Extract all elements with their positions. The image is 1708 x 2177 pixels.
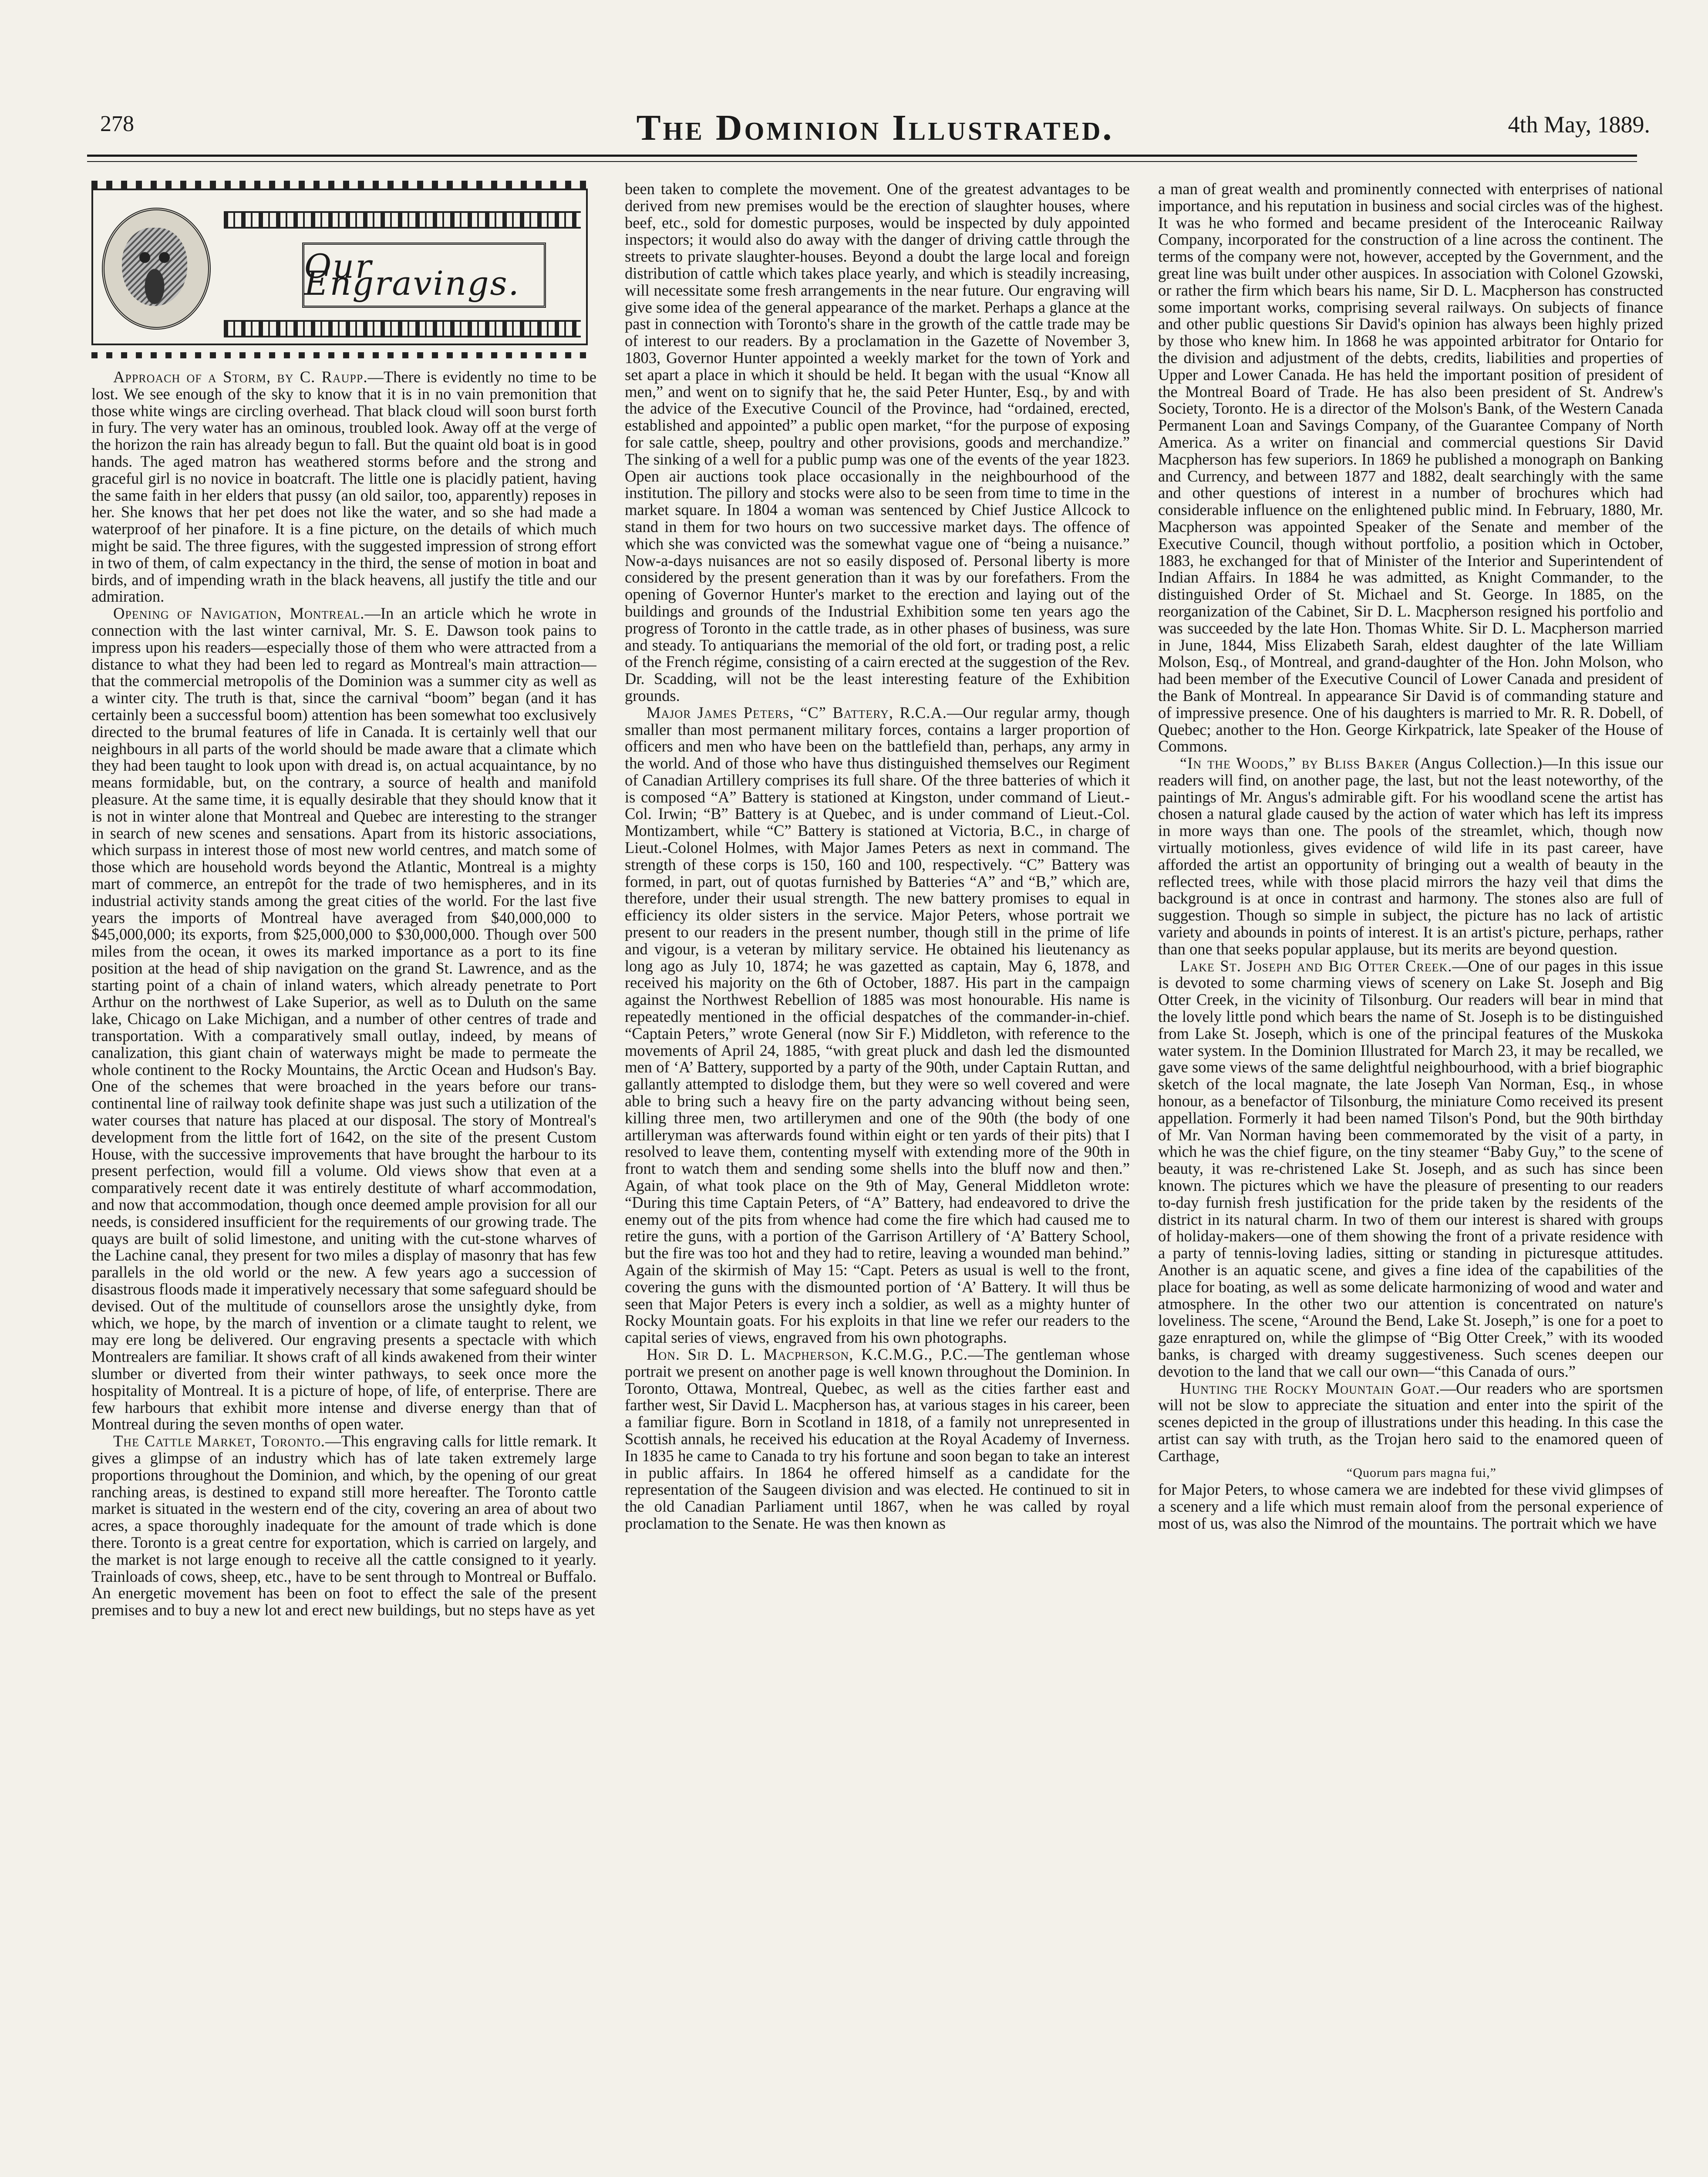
latin-quote: “Quorum pars magna fui,” xyxy=(1347,1465,1496,1480)
article-body: —Our regular army, though smaller than most permanent military forces, contains a larger proportion of officers and men who have been on the battlefield than, perhaps, any army in the world. And of those who have thus distinguished themselves our Regiment of Canadian Artillery comprises its full share. Of the three batteries of which it is composed “A” Battery is stationed at Kingston, under command of Lieut.-Col. Irwin; “B” Battery is at Quebec, and is under command of Lieut.-Col. Montizambert, while “C” Battery is stationed at Victoria, B.C., in charge of Lieut.-Colonel Holmes, with Major James Peters as next in command. The strength of these corps is 150, 160 and 100, respectively. “C” Battery was formed, in part, out of quotas furnished by Batteries “A” and “B,” which are, therefore, under their usual strength. The new battery promises to equal in efficiency its older sisters in the service. Major Peters, whose portrait we present to our readers in the present number, though still in the prime of life and vigour, is a veteran by military service. He obtained his lieutenancy as long ago as July 10, 1874; he was gazetted as captain, May 6, 1878, and received his majority on the 6th of October, 1887. His part in the campaign against the Northwest Rebellion of 1885 was most honourable. His name is repeatedly mentioned in the official despatches of the commander-in-chief. “Captain Peters,” wrote General (now Sir F.) Middleton, with reference to the movements of April 24, 1885, “with great pluck and dash led the dismounted men of ‘A’ Battery, supported by a party of the 90th, under Captain Ruttan, and gallantly attempted to dislodge them, but they were so well covered and were able to bring such a heavy fire on the party advancing without being seen, killing three men, two artillerymen and one of the 90th (the body of one artilleryman was afterwards found within eight or ten yards of their pits) that I resolved to leave them, contenting myself with extending more of the 90th in front to watch them and sending some shells into the bluff now and then.” Again, of what took place on the 9th of May, General Middleton wrote: “During this time Captain Peters, of “A” Battery, had endeavored to drive the enemy out of the pits from whence had come the fire which had caused me to retire the guns, with a portion of the Garrison Artillery of ‘A’ Battery School, but the fire was too hot and they had to retire, leaving a wounded man behind.” Again of the skirmish of May 15: “Capt. Peters as usual is well to the front, covering the guns with the dismounted portion of ‘A’ Battery. It will thus be seen that Major Peters is every inch a soldier, as well as a mighty hunter of Rocky Mountain goats. For his exploits in that line we refer our readers to the capital series of views, engraved from his own photographs. xyxy=(625,703,1130,1347)
article-cattle xyxy=(91,1433,596,1619)
article-body: —In an article which he wrote in connection with the last winter carnival, Mr. S. E. Dawson took pains to impress upon his readers—especially those of them who were attracted from a distance to what they had been led to regard as Montreal's main attraction—that the commercial metropolis of the Dominion was a summer city as well as a winter city. The truth is that, since the carnival “boom” began (and it has certainly been a successful boom) attention has been somewhat too exclusively directed to the brumal features of life in Canada. It is certainly well that our neighbours in all parts of the world should be made aware that a climate which they had been taught to look upon with dread is, on actual acquaintance, by no means formidable, but, on the contrary, a source of health and manifold pleasure. At the same time, it is equally desirable that they should know that it is not in winter alone that Montreal and Quebec are interesting to the stranger in search of new scenes and sensations. Apart from its historic associations, which surpass in interest those of most new world centres, and match some of those which are household words beyond the Atlantic, Montreal is a mighty mart of commerce, an entrepôt for the trade of two hemispheres, and in its industrial activity stands among the great cities of the world. For the last five years the imports of Montreal have averaged from $40,000,000 to $45,000,000; its exports, from $25,000,000 to $30,000,000. Though over 500 miles from the ocean, it owes its marked importance as a port to its fine position at the head of ship navigation on the grand St. Lawrence, and as the starting point of a chain of inland waters, which already penetrate to Port Arthur on the northwest of Lake Superior, as well as to Duluth on the same lake, Chicago on Lake Michigan, and a number of other centres of trade and transportation. With a comparatively small outlay, indeed, by means of canalization, this giant chain of waterways might be made to permeate the whole continent to the Rocky Mountains, the Arctic Ocean and Hudson's Bay. One of the schemes that were broached in the years before our trans-continental line of railway took definite shape was just such a utilization of the water courses that nature has placed at our disposal. The story of Montreal's development from the little fort of 1642, on the site of the present Custom House, with the successive improvements that have brought the harbour to its present perfection, would fill a volume. Old views show that even at a comparatively recent date it was entirely destitute of wharf accommodation, and now that accommodation, though once deemed ample provision for all our needs, is considered insufficient for the requirements of our growing trade. The quays are built of solid limestone, and uniting with the cut-stone wharves of the Lachine canal, they present for two miles a display of masonry that has few parallels in the old world or the new. A few years ago a succession of disastrous floods made it imperatively necessary that some safeguard should be devised. Out of the multitude of counsellors arose the unsightly dyke, from which, we hope, by the march of invention or a climate taught to relent, we may ere long be delivered. Our engraving presents a spectacle with which Montrealers are familiar. It shows craft of all kinds awakened from their winter slumber or diverted from their winter pathways, to seek once more the hospitality of Montreal. It is a picture of hope, of life, of enterprise. There are few harbours that exhibit more intense and diverse energy than that of Montreal during the seven months of open water. xyxy=(91,604,596,1433)
banner-title-box xyxy=(302,243,546,308)
article-goat-continued: for Major Peters, to whose camera we are indebted for these vivid glimpses of a scenery and a life which must remain aloof from the personal experience of most of us, was also the Nimrod of the mountains. The portrait which we have xyxy=(1158,1480,1663,1532)
article-heading: Approach of a Storm, by C. Raupp. xyxy=(113,368,368,386)
page-number: 278 xyxy=(100,111,134,136)
article-heading: Hunting the Rocky Mountain Goat. xyxy=(1180,1379,1440,1397)
article-heading: The Cattle Market, Toronto. xyxy=(113,1432,325,1450)
article-peters xyxy=(625,704,1130,1346)
header-rule xyxy=(87,155,1637,157)
column-2 xyxy=(625,181,1130,2177)
article-heading: Lake St. Joseph and Big Otter Creek. xyxy=(1180,957,1452,975)
column-1 xyxy=(91,181,596,2177)
article-goat xyxy=(1158,1380,1663,1465)
article-body: —One of our pages in this issue is devoted to some charming views of scenery on Lake St. Joseph and Big Otter Creek, in the vicinity of Tilsonburg. Our readers will bear in mind that the lovely little pond which bears the name of St. Joseph is to be distinguished from Lake St. Joseph, which is one of the principal features of the Muskoka water system. In the Dominion Illustrated for March 23, it may be recalled, we gave some views of the same delightful neighbourhood, with a brief biographic sketch of the local magnate, the late Joseph Van Norman, Esq., in whose honour, as a benefactor of Tilsonburg, the miniature Como received its present appellation. Formerly it had been named Tilson's Pond, but the 90th birthday of Mr. Van Norman having been commemorated by the visit of a party, in which he was the chief figure, on the tiny steamer “Baby Guy,” to the scene of beauty, it was re-christened Lake St. Joseph, and as such has since been known. The pictures which we have the pleasure of presenting to our readers to-day furnish fresh justification for the pride taken by the residents of the district in its natural charm. In two of them our interest is shared with groups of holiday-makers—one of them showing the front of a private residence with a party of tennis-loving ladies, sitting or standing in picturesque attitudes. Another is an aquatic scene, and gives a fine idea of the capabilities of the place for boating, as well as some delicate harmonizing of wood and water and atmosphere. In the other two our attention is concentrated on nature's loveliness. The scene, “Around the Bend, Lake St. Joseph,” is one for a poet to gaze enraptured on, while the glimpse of “Big Otter Creek,” with its wooded banks, is charged with dreamy suggestiveness. Such scenes deepen our devotion to the land that we call our own—“this Canada of ours.” xyxy=(1158,957,1663,1380)
greek-key-border-bottom xyxy=(224,320,581,337)
column-3 xyxy=(1158,181,1663,2177)
issue-date: 4th May, 1889. xyxy=(1508,111,1650,138)
article-storm xyxy=(91,369,596,605)
banner-ornament-bottom xyxy=(91,346,588,358)
page-header xyxy=(100,107,1650,155)
article-heading: “In the Woods,” by Bliss Baker xyxy=(1180,754,1410,772)
article-body: —Our readers who are sportsmen will not be slow to appreciate the situation and enter into the spirit of the scenes depicted in the group of illustrations under this heading. In this case the artist can say with truth, as the Trojan hero said to the enamored queen of Carthage, xyxy=(1158,1379,1663,1465)
article-macpherson xyxy=(625,1346,1130,1532)
banner-ornament-top xyxy=(91,181,588,189)
article-body: (Angus Collection.)—In this issue our readers will find, on another page, the last, but not the least noteworthy, of the paintings of Mr. Angus's admirable gift. For his woodland scene the artist has chosen a natural glade caused by the action of water which has left its impress in more ways than one. The pools of the streamlet, which, though now virtually motionless, gives evidence of wild life in its past career, have afforded the artist an opportunity of bringing out a wealth of beauty in the reflected trees, while with those placid mirrors the hazy veil that dims the background is at once in contrast and harmony. The stones also are full of suggestion. Though so simple in subject, the picture has no lack of artistic variety and abounds in points of interest. It is an artist's picture, perhaps, rather than one that seeks popular applause, but its merits are beyond question. xyxy=(1158,754,1663,958)
article-body: —The gentleman whose portrait we present on another page is well known throughout the Dominion. In Toronto, Ottawa, Montreal, Quebec, as well as the cities farther east and farther west, Sir David L. Macpherson has, at various stages in his career, been a familiar figure. Born in Scotland in 1818, of a family not unrepresented in Scottish annals, he received his education at the Royal Academy of Inverness. In 1835 he came to Canada to try his fortune and soon began to take an interest in public affairs. In 1864 he offered himself as a candidate for the representation of the Saugeen division and was elected. He continued to sit in the old Canadian Parliament until 1867, when he was called by royal proclamation to the Senate. He was then known as xyxy=(625,1345,1130,1532)
section-banner xyxy=(91,181,596,359)
article-heading: Opening of Navigation, Montreal. xyxy=(113,604,365,623)
article-macpherson-continued: a man of great wealth and prominently connected with enterprises of national importance, and his reputation in business and social circles was of the highest. It was he who formed and became president of the Interoceanic Railway Company, incorporated for the construction of a line across the continent. The terms of the company were not, however, accepted by the Government, and the great line was built under other auspices. In association with Colonel Gzowski, or rather the firm which bears his name, Sir D. L. Macpherson has constructed some important works, comprising several railways. On subjects of finance and other public questions Sir David's opinion has always been highly prized by those who knew him. In 1868 he was appointed arbitrator for Ontario for the division and adjustment of the debts, credits, liabilities and properties of Upper and Lower Canada. He has held the important position of president of the Montreal Board of Trade. He has also been president of St. Andrew's Society, Toronto. He is a director of the Molson's Bank, of the Western Canada Permanent Loan and Savings Company, of the Guarantee Company of North America. As a writer on financial and commercial questions Sir David Macpherson has few superiors. In 1869 he published a monograph on Banking and Currency, and between 1877 and 1882, dealt searchingly with the same and other questions of interest in a number of brochures which had considerable influence on the enlightened public mind. In February, 1880, Mr. Macpherson was appointed Speaker of the Senate and member of the Executive Council, though without portfolio, a position which in October, 1883, he exchanged for that of Minister of the Interior and Superintendent of Indian Affairs. In 1884 he was admitted, as Knight Commander, to the distinguished Order of St. Michael and St. George. In 1885, on the reorganization of the Cabinet, Sir D. L. Macpherson resigned his portfolio and was succeeded by the late Hon. Thomas White. Sir D. L. Macpherson married in June, 1844, Miss Elizabeth Sarah, eldest daughter of the late William Molson, Esq., of Montreal, and grand-daughter of the Hon. John Molson, who had been member of the Executive Council of Lower Canada and president of the Bank of Montreal. In appearance Sir David is of commanding stature and of impressive presence. One of his daughters is married to Mr. R. R. Dobell, of Quebec; another to the Hon. George Kirkpatrick, late Speaker of the House of Commons. xyxy=(1158,181,1663,755)
banner-frame xyxy=(91,189,588,345)
article-cattle-continued: been taken to complete the movement. One of the greatest advantages to be derived from new premises would be the erection of slaughter houses, where beef, etc., sold for domestic purposes, would be inspected by duly appointed inspectors; it would also do away with the danger of driving cattle through the streets to private slaughter-houses. Beyond a doubt the large local and foreign distribution of cattle which takes place yearly, and which is steadily increasing, will necessitate some fresh arrangements in the near future. Our engraving will give some idea of the general appearance of the market. Perhaps a glance at the past in connection with Toronto's share in the growth of the cattle trade may be of interest to our readers. By a proclamation in the Gazette of November 3, 1803, Governor Hunter appointed a weekly market for the town of York and set apart a place in which it should be held. It began with the usual “Know all men,” and went on to signify that he, the said Peter Hunter, Esq., by and with the advice of the Executive Council of the Province, had “ordained, erected, established and appointed” a public open market, “for the purpose of exposing for sale cattle, sheep, poultry and other provisions, goods and merchandize.” The sinking of a well for a public pump was one of the events of the year 1823. Open air auctions took place occasionally in the neighbourhood of the institution. The pillory and stocks were also to be seen from time to time in the market square. In 1804 a woman was sentenced by Chief Justice Allcock to stand in them for two hours on two successive market days. The offence of which she was convicted was the somewhat vague one of “being a nuisance.” Now-a-days nuisances are not so easily disposed of. Personal liberty is more considered by the present generation than it was by our forefathers. From the opening of Governor Hunter's market to the erection and laying out of the buildings and grounds of the Industrial Exhibition some ten years ago the progress of Toronto in the cattle trade, as in other phases of business, was sure and steady. To antiquarians the memorial of the old fort, or trading post, a relic of the French régime, consisting of a cairn erected at the suggestion of the Rev. Dr. Scadding, will not be the least interesting feature of the Exhibition grounds. xyxy=(625,181,1130,704)
masthead: The Dominion Illustrated. xyxy=(636,108,1114,148)
grotesque-face-icon xyxy=(122,228,187,306)
article-woods xyxy=(1158,755,1663,958)
article-body: —This engraving calls for little remark. It gives a glimpse of an industry which has of late taken extremely large proportions throughout the Dominion, and which, by the opening of our great ranching areas, is destined to expand still more hereafter. The Toronto cattle market is situated in the western end of the city, covering an area of about two acres, a space thoroughly inadequate for the amount of trade which is done there. Toronto is a great centre for exportation, which is carried on largely, and the market is not large enough to receive all the cattle consigned to it yearly. Trainloads of cows, sheep, etc., have to be sent through to Montreal or Buffalo. An energetic movement has been on foot to effect the sale of the present premises and to buy a new lot and erect new buildings, but no steps have as yet xyxy=(91,1432,596,1619)
article-heading: Hon. Sir D. L. Macpherson, K.C.M.G., P.C. xyxy=(647,1345,968,1363)
mask-medallion-icon xyxy=(102,208,211,330)
article-heading: Major James Peters, “C” Battery, R.C.A. xyxy=(647,703,947,721)
header-rule-thin xyxy=(87,161,1637,162)
section-title: Our Engravings. xyxy=(304,247,520,303)
article-lake xyxy=(1158,958,1663,1380)
article-body: —There is evidently no time to be lost. We see enough of the sky to know that it is in no vain premonition that those white wings are circling overhead. That black cloud will soon burst forth in fury. The very water has an ominous, troubled look. Away off at the verge of the horizon the rain has already begun to fall. But the quaint old boat is in good hands. The aged matron has weathered storms before and the strong and graceful girl is no novice in boatcraft. The little one is placidly patient, having the same faith in her elders that pussy (an old sailor, too, apparently) reposes in her. She knows that her pet does not like the water, and so she had made a waterproof of her pinafore. It is a fine picture, on the details of which much might be said. The three figures, with the suggested impression of strong effort in two of them, of calm expectancy in the third, the sense of motion in boat and birds, and of impending wrath in the black heavens, all justify the title and our admiration. xyxy=(91,368,596,606)
article-navigation xyxy=(91,605,596,1433)
greek-key-border-top xyxy=(224,211,581,229)
